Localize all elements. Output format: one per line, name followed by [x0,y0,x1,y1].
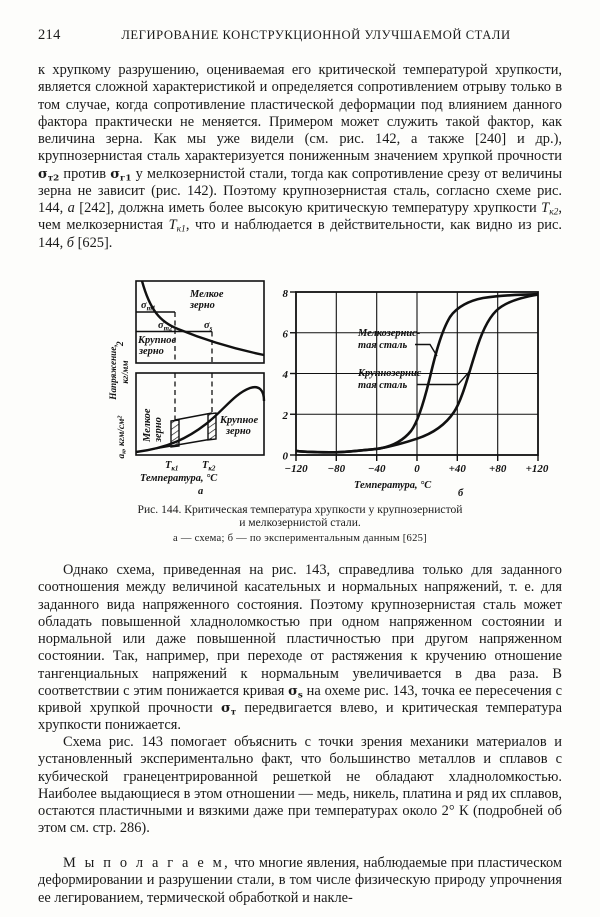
p1-seg-f: , что и наблюдается в действительности, как видно из рис. 144, [38,217,562,251]
panel-b-ytick-2: 2 [282,410,288,422]
p1-seg-e: , чем мелкозернистая [38,200,562,234]
paragraph-3 [38,734,562,838]
panel-b-xtick-m80: −80 [327,463,346,475]
panel-a-hatch-band-tk2 [208,413,216,440]
p2-seg-c: передвигается влево, и критическая температура хрупкости понижается. [38,700,562,734]
figure-144 [38,272,562,500]
sigma-g1-symbol: $\sigma_{г1}$ [110,166,132,183]
p2-seg-b: на охеме рис. 143, точка ее пересечения с кривой хрупкой прочности [38,682,562,716]
panel-b-legend-fine-grained-line2: тая сталь [358,340,408,351]
panel-a-xlabel: Температура, °С [140,473,218,484]
running-head [38,27,562,45]
paragraph-1 [38,62,562,252]
p1-seg-g: [625]. [74,234,113,251]
panel-b-legend-fine-grained-line1: Мелкозернис- [358,328,421,339]
panel-a-top-label-fine-grain-2: зерно [190,300,215,311]
figure-144-caption [38,503,562,546]
panel-b-xtick-p120: +120 [525,463,549,475]
panel-a-bottom-label-coarse-grain-2: зерно [226,426,251,437]
panel-a-top-ylabel: Напряжение, [108,344,118,400]
panel-b [282,288,549,499]
page-number: 214 [38,27,61,43]
t-k2-symbol: $T_{к2}$ [541,200,559,218]
p4-emphasis: М ы п о л а г а е м, [63,855,231,871]
ref-letter-a: а [67,200,75,216]
panel-b-sublabel: б [458,488,464,499]
panel-b-xtick-p80: +80 [489,463,507,475]
figure-caption-line-2: и мелкозернистой стали. [239,516,361,530]
panel-b-ytick-0: 0 [282,450,288,463]
panel-a-label-sigma-s: $\sigma_s$ [204,320,213,333]
panel-a-bottom-ylabel: aк, кгм/$см^2$ [116,415,128,459]
panel-a-bottom-label-fine-grain-2: зерно [153,417,164,442]
panel-b-xtick-m120: −120 [284,463,308,475]
panel-b-leader-fine-grained [415,345,437,357]
figure-144-graphic [38,272,562,500]
panel-a-top-ylabel-units: кг/мм [120,360,130,384]
panel-a-sublabel: а [198,486,204,497]
panel-b-xlabel: Температура, °С [354,480,432,491]
paragraph-1-text [38,62,562,252]
p2-seg-a: Однако схема, приведенная на рис. 143, справедлива только для заданного соотношения между величиной касательных и нормальных напряжений, т. е. для заданного вида напряженного состояния. Поэтому крупнозернистая сталь может обладать повышенной хладноломкостью при одном напряженном состоянии и нормальной или даже повышенной пластичностью при другом напряженном состоянии. Так, например, при переходе от растяжения к кручению отношение тангенциальных напряжений к нормальным увеличивается в два раза. В соответствии с этим понижается кривая [38,562,562,699]
p1-seg-b: против [59,165,111,182]
panel-b-xtick-p40: +40 [448,463,466,475]
panel-b-xtick-0: 0 [414,463,420,475]
panel-a-bottom-label-coarse-grain: Крупное [220,415,259,426]
panel-a-label-sigma-t2: $\sigma_{т2}$ [158,320,173,333]
p1-seg-a: к хрупкому разрушению, оцениваемая его критической температурой хрупкости, является сложной характеристикой и определяется сопротивлением отрыву только в том случае, когда сопротивление пластической деформации под влиянием данного фактора практически не меняется. Примером может служить такой фактор, как величина зерна. Как мы уже видели (см. рис. 142, а также [240] и др.), крупнозернистая сталь характеризуется пониженным значением хрупкой прочности [38,62,562,165]
sigma-t-symbol: $\sigma_т$ [220,701,237,718]
panel-a-label-sigma-t1: $\sigma_{т1}$ [141,300,156,313]
panel-b-legend-coarse-grained-line2: тая сталь [358,380,408,391]
panel-a-tick-tk2: $T_{к2}$ [202,460,216,473]
panel-a-top-label-fine-grain: Мелкое [190,289,224,300]
panel-b-ytick-6: 6 [282,328,288,341]
p4-rest: что многие явления, наблюдаемые при пластическом деформировании и разрушении стали, в том числе физическую природу упрочнения ее легированием, термической обработкой и накле- [38,855,562,906]
paragraph-3-text: Схема рис. 143 помогает объяснить с точки зрения механики материалов и установленный экспериментально факт, что большинство металлов и сплавов с кубической гранецентрированной решеткой не обладают хладноломкостью. Наиболее выдающиеся в этом отношении — медь, никель, платина и ряд их сплавов, остаются пластичными и вязкими даже при температурах около 2° К (подробней об этом см. стр. 286). [38,734,562,837]
sigma-s-symbol: $\sigma_s$ [288,683,303,701]
paragraph-2-text [38,562,562,735]
panel-b-xtick-m40: −40 [367,463,386,475]
paragraph-4 [38,855,562,907]
running-head-title: ЛЕГИРОВАНИЕ КОНСТРУКЦИОННОЙ УЛУЧШАЕМОЙ СТАЛИ [121,28,511,42]
panel-a-top-label-coarse-grain-2: зерно [139,346,164,357]
panel-b-ytick-4: 4 [282,369,288,381]
figure-caption-line-1: Рис. 144. Критическая температура хрупкости у крупнозернистой [137,503,463,516]
panel-b-ytick-8: 8 [282,288,288,300]
p1-seg-d: [242], должна иметь более высокую критическую температуру хрупкости [74,200,542,216]
paragraph-2 [38,562,562,735]
ref-letter-b: б [66,234,75,251]
p1-seg-c: у мелкозернистой стали, тогда как сопротивление срезу от величины зерна не зависит (рис. 142). Поэтому крупнозернистая сталь, согласно схеме рис. 144, [38,165,562,216]
t-k1-symbol: $T_{к1}$ [168,217,186,235]
panel-a [108,281,264,497]
panel-a-transition-upper-edge [175,413,212,420]
paragraph-4-text [38,855,562,907]
panel-a-bottom-label-fine-grain: Мелкое [142,408,153,442]
panel-a-tick-tk1: $T_{к1}$ [165,460,179,473]
panel-a-hatch-band-tk1 [171,420,179,447]
figure-caption-sublabels: а — схема; б — по экспериментальным данным [625] [173,533,427,545]
sigma-t2-symbol: $\sigma_{т2}$ [38,166,60,183]
panel-b-legend-coarse-grained-line1: Крупнозернис- [358,368,425,379]
panel-a-top-label-coarse-grain: Крупное [138,335,177,346]
panel-a-top-ylabel-exponent: 2 [115,341,125,346]
